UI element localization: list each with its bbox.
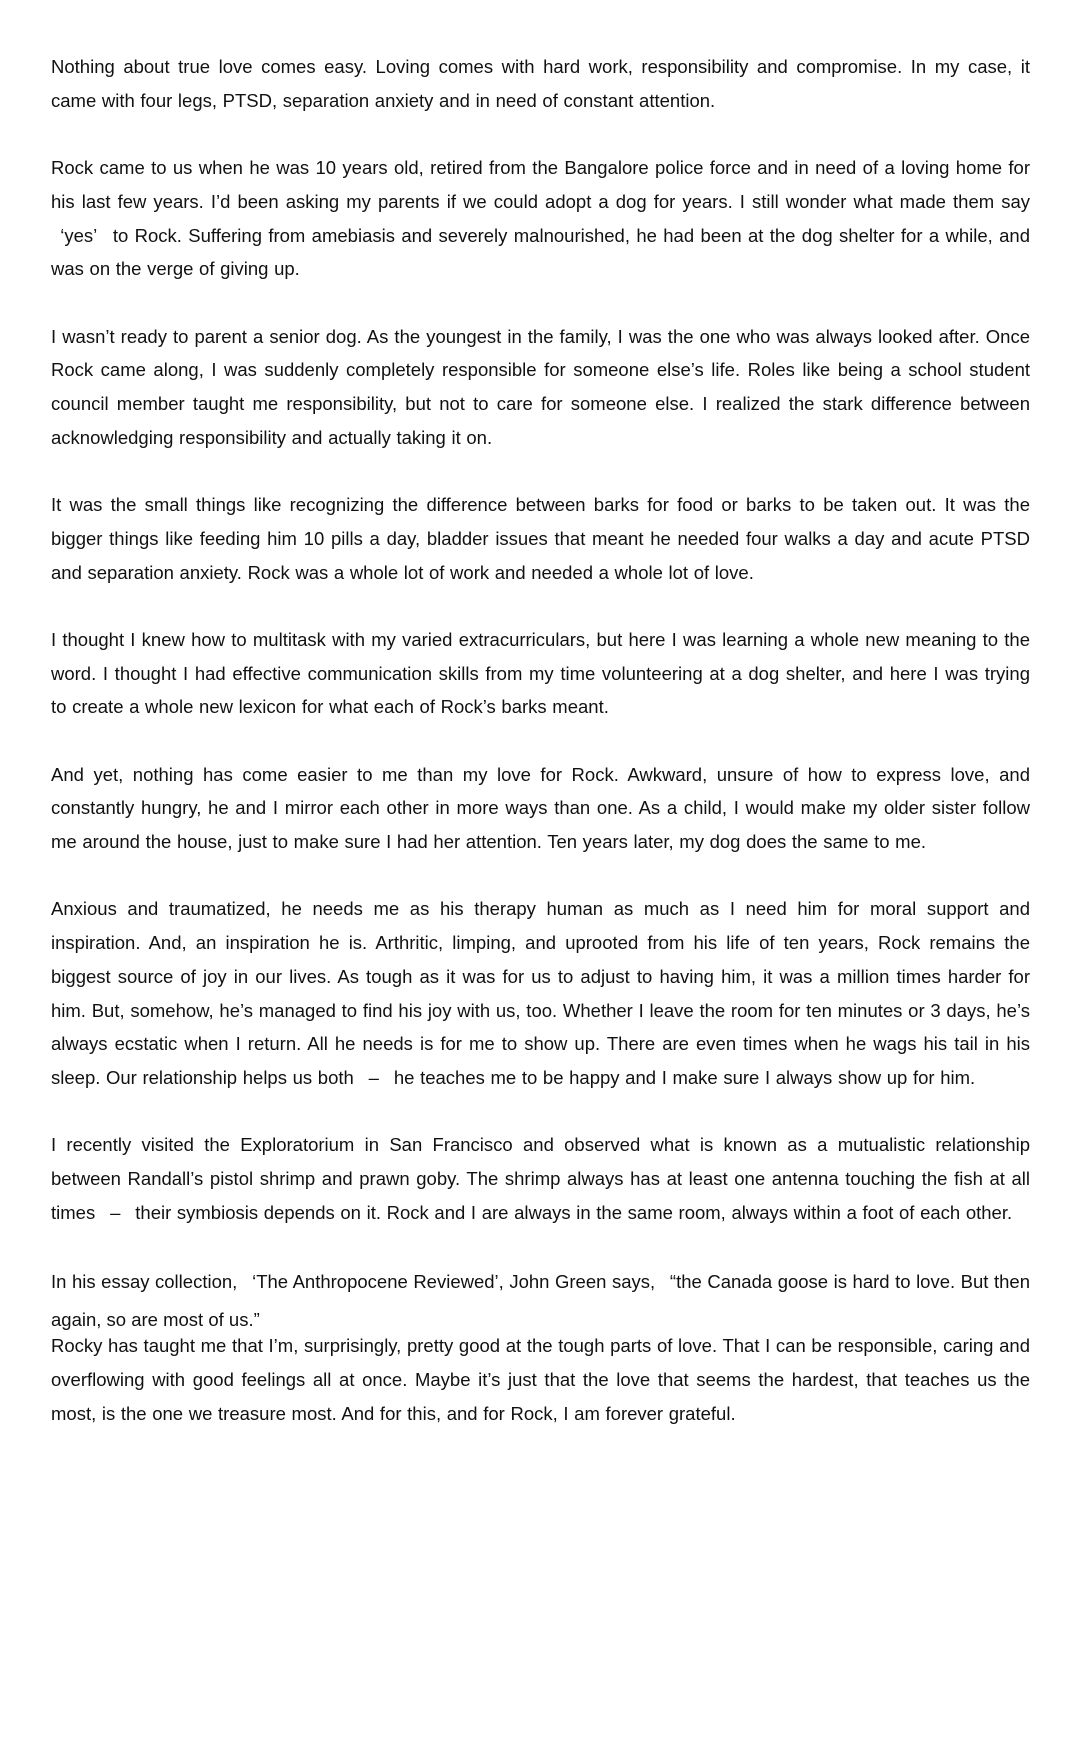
- paragraph-adoption: Rock came to us when he was 10 years old, retired from the Bangalore police force and in need of a loving home for his last few years. I’d been asking my parents if we could adopt a dog for years. I still wonder what made them say ‘yes’ to Rock. Suffering from amebiasis and severely malnourished, he had been at the dog shelter for a while, and was on the verge of giving up.: [51, 157, 1030, 280]
- paragraph-john-green-quote: In his essay collection, ‘The Anthropocene Reviewed’, John Green says, “the Canada goose is hard to love. But then again, so are most of us.”: [51, 1271, 1030, 1331]
- paragraph-intro: Nothing about true love comes easy. Loving comes with hard work, responsibility and compromise. In my case, it came with four legs, PTSD, separation anxiety and in need of constant attention.: [51, 56, 1030, 111]
- paragraph-exploratorium: I recently visited the Exploratorium in San Francisco and observed what is known as a mutualistic relationship between Randall’s pistol shrimp and prawn goby. The shrimp always has at least one antenna touching the fish at all times – their symbiosis depends on it. Rock and I are always in the same room, always within a foot of each other.: [51, 1134, 1030, 1223]
- paragraph-closing: Rocky has taught me that I’m, surprisingly, pretty good at the tough parts of love. That I can be responsible, caring and overflowing with good feelings all at once. Maybe it’s just that the love that seems the hardest, that teaches us the most, is the one we treasure most. And for this, and for Rock, I am forever grateful.: [51, 1335, 1030, 1424]
- paragraph-love-for-rock: And yet, nothing has come easier to me than my love for Rock. Awkward, unsure of how to express love, and constantly hungry, he and I mirror each other in more ways than one. As a child, I would make my older sister follow me around the house, just to make sure I had her attention. Ten years later, my dog does the same to me.: [51, 763, 1030, 853]
- paragraph-small-things: It was the small things like recognizing the difference between barks for food or barks to be taken out. It was the bigger things like feeding him 10 pills a day, bladder issues that meant he needed four walks a day and acute PTSD and separation anxiety. Rock was a whole lot of work and needed a whole lot of love.: [51, 494, 1030, 583]
- paragraph-inspiration: Anxious and traumatized, he needs me as his therapy human as much as I need him for moral support and inspiration. And, an inspiration he is. Arthritic, limping, and uprooted from his life of ten years, Rock remains the biggest source of joy in our lives. As tough as it was for us to adjust to having him, it was a million times harder for him. But, somehow, he’s managed to find his joy with us, too. Whether I leave the room for ten minutes or 3 days, he’s always ecstatic when I return. All he needs is for me to show up. There are even times when he wags his tail in his sleep. Our relationship helps us both – he teaches me to be happy and I make sure I always show up for him.: [51, 898, 1030, 1088]
- essay-document: [51, 50, 1030, 1464]
- paragraph-responsibility: I wasn’t ready to parent a senior dog. As the youngest in the family, I was the one who was always looked after. Once Rock came along, I was suddenly completely responsible for someone else’s life. Roles like being a school student council member taught me responsibility, but not to care for someone else. I realized the stark difference between acknowledging responsibility and actually taking it on.: [51, 325, 1030, 448]
- paragraph-multitask: I thought I knew how to multitask with my varied extracurriculars, but here I was learning a whole new meaning to the word. I thought I had effective communication skills from my time volunteering at a dog shelter, and here I was trying to create a whole new lexicon for what each of Rock’s barks meant.: [51, 628, 1030, 718]
